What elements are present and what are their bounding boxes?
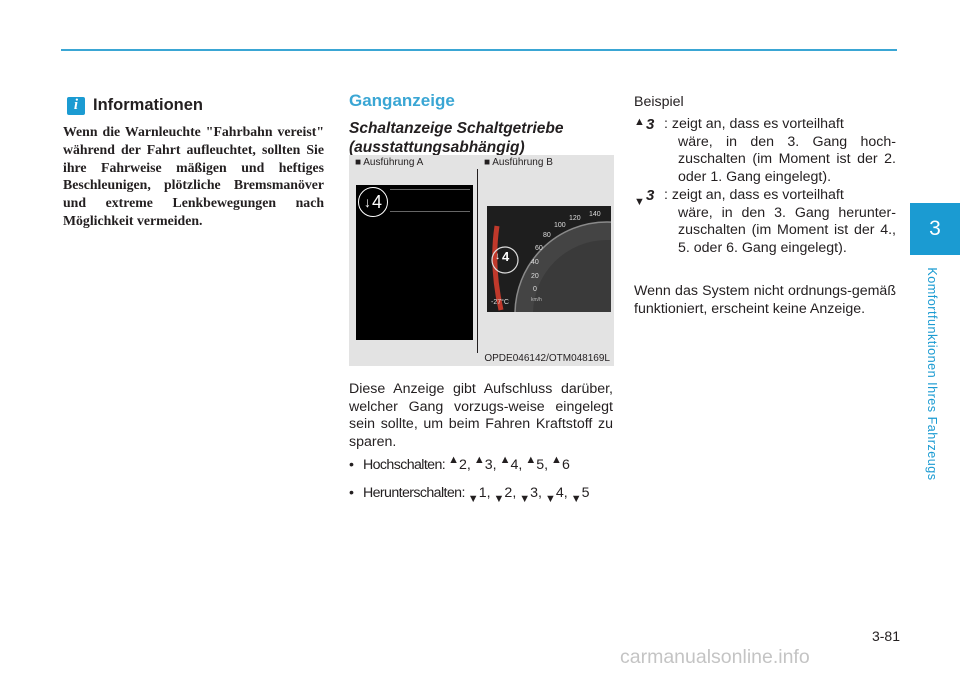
figure-code: OPDE046142/OTM048169L xyxy=(484,353,610,364)
figure-divider xyxy=(477,169,478,353)
gear-indicator-a xyxy=(358,187,388,217)
down-arrow-icon: ↓ xyxy=(363,194,371,210)
downshift-gear: 2 xyxy=(504,485,513,501)
temperature-readout: -27°C xyxy=(491,299,509,306)
upshift-gear: 2 xyxy=(459,457,467,473)
info-heading xyxy=(67,96,203,115)
chapter-number: 3 xyxy=(929,217,941,240)
gear-value-a: 4 xyxy=(371,191,382,212)
speed-tick: 20 xyxy=(531,273,539,280)
up-arrow-icon: ▲ xyxy=(634,116,645,128)
figure-label-b: ■ Ausführung B xyxy=(484,157,553,168)
downshift-label: Herunterschalten: xyxy=(363,485,465,501)
speed-tick: 140 xyxy=(589,211,601,218)
example-heading: Beispiel xyxy=(634,94,684,110)
upshift-label: Hochschalten: xyxy=(363,457,446,473)
downshift-gear: 3 xyxy=(530,485,539,501)
down-arrow-icon: ▼ xyxy=(519,493,531,505)
gear-arrow-b: ↓ xyxy=(495,251,500,262)
page-number: 3-81 xyxy=(871,628,900,644)
upshift-line1: : zeigt an, dass es vorteilhaft xyxy=(664,116,844,132)
header-rule xyxy=(61,49,897,51)
speed-tick: 120 xyxy=(569,215,581,222)
upshift-example-gear: 3 xyxy=(646,116,655,133)
speed-tick: 40 xyxy=(531,259,539,266)
display-variant-b xyxy=(487,206,611,312)
speed-tick: 80 xyxy=(543,232,551,239)
down-arrow-icon: ▼ xyxy=(467,493,479,505)
down-arrow-icon: ▼ xyxy=(570,493,582,505)
upshift-gear: 5 xyxy=(536,457,545,473)
list-item: • Hochschalten: ▲ 2 , ▲ 3 , ▲ 4 , ▲ 5 , ▲ 6 xyxy=(349,454,570,473)
info-icon: i xyxy=(67,97,85,115)
display-line xyxy=(390,189,470,190)
section-title: Ganganzeige xyxy=(349,91,455,110)
downshift-gear: 5 xyxy=(581,485,590,501)
down-arrow-icon: ▼ xyxy=(493,493,505,505)
chapter-title-text: Komfortfunktionen Ihres Fahrzeugs xyxy=(925,267,939,481)
downshift-gear: 4 xyxy=(555,485,564,501)
up-arrow-icon: ▲ xyxy=(525,454,537,466)
upshift-gear: 3 xyxy=(484,457,493,473)
error-text: Wenn das System nicht ordnungs-gemäß funktioniert, erscheint keine Anzeige. xyxy=(634,283,896,317)
watermark: carmanualsonline.info xyxy=(620,646,810,668)
section-subtitle: Schaltanzeige Schaltgetriebe (ausstattungsabhängig) xyxy=(349,120,564,156)
downshift-line1: : zeigt an, dass es vorteilhaft xyxy=(664,187,844,203)
downshift-symbol xyxy=(634,187,664,208)
speed-unit: km/h xyxy=(531,297,542,303)
shift-list xyxy=(349,448,619,505)
speed-tick: 0 xyxy=(533,286,537,293)
upshift-symbol xyxy=(634,116,664,134)
speed-tick: 100 xyxy=(554,222,566,229)
chapter-side-title xyxy=(912,258,952,490)
downshift-example-gear: 3 xyxy=(646,187,655,204)
figure-label-a: ■ Ausführung A xyxy=(355,157,424,168)
upshift-rest: wäre, in den 3. Gang hoch-zuschalten (im Moment ist der 2. oder 1. Gang eingelegt). xyxy=(678,133,896,185)
list-item: • Herunterschalten: ▼ 1 , ▼ 2 , ▼ 3 , ▼ 4 , ▼ 5 xyxy=(349,485,590,505)
display-variant-a xyxy=(356,185,473,340)
up-arrow-icon: ▲ xyxy=(448,454,459,466)
upshift-gear: 6 xyxy=(561,457,570,473)
speed-tick: 60 xyxy=(535,245,543,252)
up-arrow-icon: ▲ xyxy=(473,454,485,466)
downshift-gear: 1 xyxy=(478,485,487,501)
up-arrow-icon: ▲ xyxy=(499,454,511,466)
gear-indicator-figure xyxy=(349,155,614,366)
upshift-gear: 4 xyxy=(510,457,519,473)
down-arrow-icon: ▼ xyxy=(634,196,645,208)
description-text: Diese Anzeige gibt Aufschluss darüber, welcher Gang vorzugs-weise eingelegt sein sollte, um beim Fahren Kraftstoff zu sparen. xyxy=(349,381,613,450)
up-arrow-icon: ▲ xyxy=(551,454,562,466)
gear-value-b: 4 xyxy=(502,249,510,264)
downshift-rest: wäre, in den 3. Gang herunter-zuschalten (im Moment ist der 4., 5. oder 6. Gang eingelegt). xyxy=(678,204,896,256)
display-line xyxy=(390,211,470,212)
info-title: Informationen xyxy=(93,96,203,114)
chapter-tab[interactable] xyxy=(910,203,960,255)
info-text: Wenn die Warnleuchte "Fahrbahn vereist" während der Fahrt aufleuchtet, sollten Sie ihre Fahrweise mäßigen und heftiges Beschleunigen, plötzliche Bremsmanöver und extreme Lenkbewegungen nach Möglichkeit vermeiden. xyxy=(63,124,324,228)
down-arrow-icon: ▼ xyxy=(545,493,556,505)
